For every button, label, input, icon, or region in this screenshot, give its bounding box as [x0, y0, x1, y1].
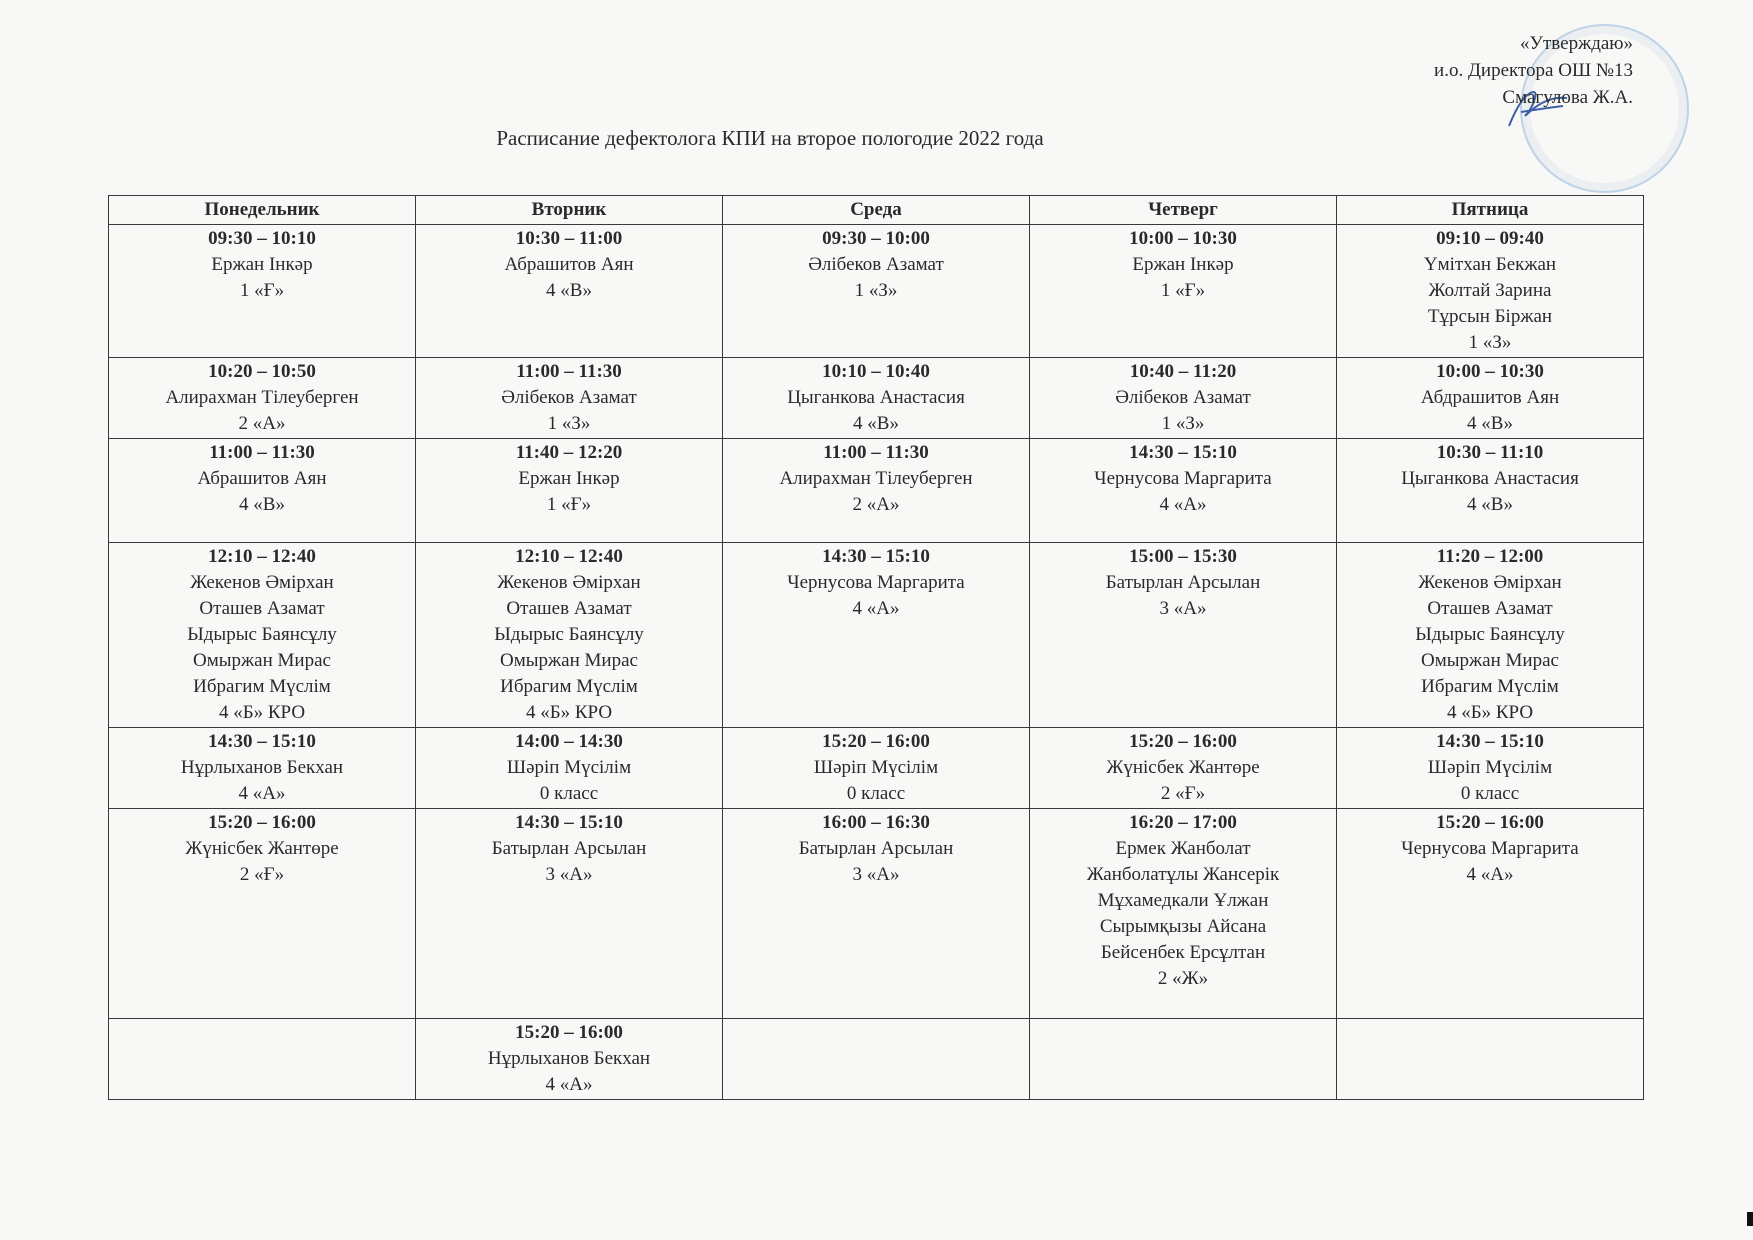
time-slot: 11:40 – 12:20 [515, 442, 623, 463]
cell-text-line: Мұхамедкали Ұлжан [1097, 890, 1269, 911]
cell-text-line: Алирахман Тілеуберген [165, 387, 359, 408]
schedule-cell-monday [109, 1019, 416, 1100]
cell-text-line: Цыганкова Анастасия [1401, 468, 1579, 489]
cell-text-line: Чернусова Маргарита [1401, 838, 1579, 859]
schedule-cell-wednesday [723, 225, 1030, 358]
schedule-cell-wednesday [723, 358, 1030, 439]
cell-text-line: Нұрлыханов Бекхан [180, 757, 344, 778]
header-tuesday: Вторник [416, 196, 723, 225]
approval-block [1434, 30, 1633, 111]
cell-text-line: Әлібеков Азамат [808, 254, 944, 275]
cell-text-line: 4 «А» [852, 598, 900, 619]
cell-text-line: Алирахман Тілеуберген [779, 468, 973, 489]
schedule-cell-thursday [1030, 439, 1337, 543]
time-slot: 10:00 – 10:30 [1129, 228, 1237, 249]
cell-text-line: Жүнісбек Жантөре [1106, 757, 1260, 778]
cell-text-line: 3 «А» [852, 864, 900, 885]
cell-text-line: 0 класс [539, 783, 599, 804]
time-slot: 11:00 – 11:30 [209, 442, 315, 463]
time-slot: 12:10 – 12:40 [515, 546, 623, 567]
cell-text-line: Абрашитов Аян [504, 254, 634, 275]
cell-text-line: Ыдырыс Баянсұлу [187, 624, 337, 645]
table-row [109, 728, 1644, 809]
cell-text-line: 3 «А» [1159, 598, 1207, 619]
schedule-cell-wednesday [723, 1019, 1030, 1100]
time-slot: 11:00 – 11:30 [516, 361, 622, 382]
cell-text-line: Батырлан Арсылан [1105, 572, 1261, 593]
cell-text-line: 4 «В» [546, 280, 592, 301]
schedule-cell-monday [109, 543, 416, 728]
cell-text-line: 1 «Ғ» [546, 494, 592, 515]
approval-line-1: «Утверждаю» [1520, 33, 1633, 54]
schedule-cell-thursday [1030, 1019, 1337, 1100]
cell-text-line: 4 «А» [1159, 494, 1207, 515]
schedule-cell-monday [109, 439, 416, 543]
schedule-cell-thursday [1030, 809, 1337, 1019]
schedule-cell-tuesday [416, 439, 723, 543]
approval-line-3: Смагулова Ж.А. [1502, 87, 1633, 108]
cell-text-line: 2 «Ғ» [1160, 783, 1206, 804]
approval-line-2: и.о. Директора ОШ №13 [1434, 60, 1633, 81]
cell-text-line: 4 «В» [1467, 494, 1513, 515]
cell-text-line: Омыржан Мирас [193, 650, 331, 671]
cell-text-line: Ибрагим Мүслім [1421, 676, 1559, 697]
cell-text-line: Оташев Азамат [1427, 598, 1553, 619]
cell-text-line: 4 «Б» КРО [218, 702, 306, 723]
cell-text-line: 1 «З» [547, 413, 591, 434]
cell-text-line: Жанболатұлы Жансерік [1086, 864, 1280, 885]
cell-text-line: Әлібеков Азамат [1115, 387, 1251, 408]
header-row [109, 196, 1644, 225]
schedule-cell-wednesday [723, 728, 1030, 809]
time-slot: 14:30 – 15:10 [1129, 442, 1237, 463]
time-slot: 10:40 – 11:20 [1129, 361, 1237, 382]
document-title: Расписание дефектолога КПИ на второе пологодие 2022 года [496, 126, 1044, 150]
cell-text-line: 0 класс [846, 783, 906, 804]
time-slot: 10:10 – 10:40 [822, 361, 930, 382]
schedule-cell-friday [1337, 225, 1644, 358]
cell-text-line: Нұрлыханов Бекхан [487, 1048, 651, 1069]
cell-text-line: Ибрагим Мүслім [193, 676, 331, 697]
cell-text-line: 4 «В» [853, 413, 899, 434]
table-row [109, 439, 1644, 543]
cell-text-line: Жекенов Әмірхан [497, 572, 641, 593]
time-slot: 15:20 – 16:00 [1129, 731, 1237, 752]
cell-text-line: 2 «Ғ» [239, 864, 285, 885]
cell-text-line: Әлібеков Азамат [501, 387, 637, 408]
schedule-cell-wednesday [723, 543, 1030, 728]
schedule-cell-tuesday [416, 225, 723, 358]
schedule-cell-friday [1337, 439, 1644, 543]
cell-text-line: Абрашитов Аян [197, 468, 327, 489]
time-slot: 09:10 – 09:40 [1436, 228, 1544, 249]
cell-text-line: 0 класс [1460, 783, 1520, 804]
header-thursday: Четверг [1030, 196, 1337, 225]
time-slot: 10:30 – 11:00 [515, 228, 623, 249]
cell-text-line: Чернусова Маргарита [1094, 468, 1272, 489]
schedule-cell-monday [109, 728, 416, 809]
schedule-cell-monday [109, 809, 416, 1019]
table-row [109, 543, 1644, 728]
schedule-cell-monday [109, 225, 416, 358]
cell-text-line: Батырлан Арсылан [491, 838, 647, 859]
cell-text-line: Омыржан Мирас [1421, 650, 1559, 671]
cell-text-line: Шәріп Мүсілім [1427, 757, 1553, 778]
time-slot: 09:30 – 10:00 [822, 228, 930, 249]
time-slot: 14:30 – 15:10 [1436, 731, 1544, 752]
cell-text-line: 3 «А» [545, 864, 593, 885]
schedule-cell-tuesday [416, 1019, 723, 1100]
schedule-cell-tuesday [416, 358, 723, 439]
cell-text-line: Жекенов Әмірхан [1418, 572, 1562, 593]
cell-text-line: 4 «Б» КРО [1446, 702, 1534, 723]
time-slot: 11:20 – 12:00 [1436, 546, 1544, 567]
cell-text-line: Шәріп Мүсілім [506, 757, 632, 778]
cell-text-line: 1 «З» [1468, 332, 1512, 353]
cell-text-line: 2 «А» [238, 413, 286, 434]
time-slot: 10:30 – 11:10 [1436, 442, 1544, 463]
cell-text-line: Ермек Жанболат [1115, 838, 1251, 859]
cell-text-line: Ержан Інкәр [211, 254, 313, 275]
schedule-body [109, 225, 1644, 1100]
time-slot: 14:30 – 15:10 [208, 731, 316, 752]
schedule-cell-wednesday [723, 809, 1030, 1019]
time-slot: 16:00 – 16:30 [822, 812, 930, 833]
schedule-cell-thursday [1030, 543, 1337, 728]
cell-text-line: 1 «Ғ» [239, 280, 285, 301]
cell-text-line: Тұрсын Біржан [1427, 306, 1553, 327]
table-row [109, 809, 1644, 1019]
schedule-cell-monday [109, 358, 416, 439]
cell-text-line: 4 «Б» КРО [525, 702, 613, 723]
time-slot: 15:20 – 16:00 [515, 1022, 623, 1043]
schedule-cell-tuesday [416, 728, 723, 809]
schedule-cell-friday [1337, 543, 1644, 728]
time-slot: 10:20 – 10:50 [208, 361, 316, 382]
cell-text-line: Оташев Азамат [199, 598, 325, 619]
time-slot: 09:30 – 10:10 [208, 228, 316, 249]
time-slot: 11:00 – 11:30 [823, 442, 929, 463]
schedule-cell-thursday [1030, 728, 1337, 809]
cell-text-line: 1 «Ғ» [1160, 280, 1206, 301]
schedule-cell-friday [1337, 728, 1644, 809]
cell-text-line: Бейсенбек Ерсұлтан [1100, 942, 1266, 963]
schedule-cell-wednesday [723, 439, 1030, 543]
schedule-cell-friday [1337, 358, 1644, 439]
header-friday: Пятница [1337, 196, 1644, 225]
cell-text-line: Жүнісбек Жантөре [185, 838, 339, 859]
time-slot: 15:20 – 16:00 [1436, 812, 1544, 833]
cell-text-line: Үмітхан Бекжан [1423, 254, 1557, 275]
cell-text-line: 4 «В» [239, 494, 285, 515]
schedule-cell-thursday [1030, 225, 1337, 358]
cell-text-line: Омыржан Мирас [500, 650, 638, 671]
cell-text-line: Сырымқызы Айсана [1099, 916, 1267, 937]
cell-text-line: Ибрагим Мүслім [500, 676, 638, 697]
schedule-cell-friday [1337, 1019, 1644, 1100]
cell-text-line: 4 «А» [238, 783, 286, 804]
cell-text-line: Шәріп Мүсілім [813, 757, 939, 778]
cell-text-line: Ержан Інкәр [1132, 254, 1234, 275]
schedule-cell-tuesday [416, 543, 723, 728]
schedule-table [108, 195, 1644, 1100]
time-slot: 10:00 – 10:30 [1436, 361, 1544, 382]
scan-edge-mark [1747, 1212, 1753, 1226]
cell-text-line: 1 «З» [854, 280, 898, 301]
cell-text-line: 4 «В» [1467, 413, 1513, 434]
time-slot: 16:20 – 17:00 [1129, 812, 1237, 833]
table-row [109, 358, 1644, 439]
cell-text-line: Цыганкова Анастасия [787, 387, 965, 408]
time-slot: 15:20 – 16:00 [822, 731, 930, 752]
header-monday: Понедельник [109, 196, 416, 225]
cell-text-line: 4 «А» [545, 1074, 593, 1095]
header-wednesday: Среда [723, 196, 1030, 225]
cell-text-line: 2 «А» [852, 494, 900, 515]
time-slot: 15:20 – 16:00 [208, 812, 316, 833]
time-slot: 14:30 – 15:10 [822, 546, 930, 567]
cell-text-line: 1 «З» [1161, 413, 1205, 434]
time-slot: 15:00 – 15:30 [1129, 546, 1237, 567]
time-slot: 12:10 – 12:40 [208, 546, 316, 567]
table-row [109, 1019, 1644, 1100]
cell-text-line: Чернусова Маргарита [787, 572, 965, 593]
cell-text-line: Батырлан Арсылан [798, 838, 954, 859]
schedule-cell-friday [1337, 809, 1644, 1019]
cell-text-line: Оташев Азамат [506, 598, 632, 619]
cell-text-line: Жекенов Әмірхан [190, 572, 334, 593]
cell-text-line: Ыдырыс Баянсұлу [494, 624, 644, 645]
cell-text-line: Ержан Інкәр [518, 468, 620, 489]
cell-text-line: Жолтай Зарина [1428, 280, 1552, 301]
cell-text-line: 4 «А» [1466, 864, 1514, 885]
schedule-cell-thursday [1030, 358, 1337, 439]
time-slot: 14:30 – 15:10 [515, 812, 623, 833]
cell-text-line: Абдрашитов Аян [1420, 387, 1560, 408]
cell-text-line: 2 «Ж» [1157, 968, 1209, 989]
cell-text-line: Ыдырыс Баянсұлу [1415, 624, 1565, 645]
schedule-cell-tuesday [416, 809, 723, 1019]
time-slot: 14:00 – 14:30 [515, 731, 623, 752]
table-row [109, 225, 1644, 358]
